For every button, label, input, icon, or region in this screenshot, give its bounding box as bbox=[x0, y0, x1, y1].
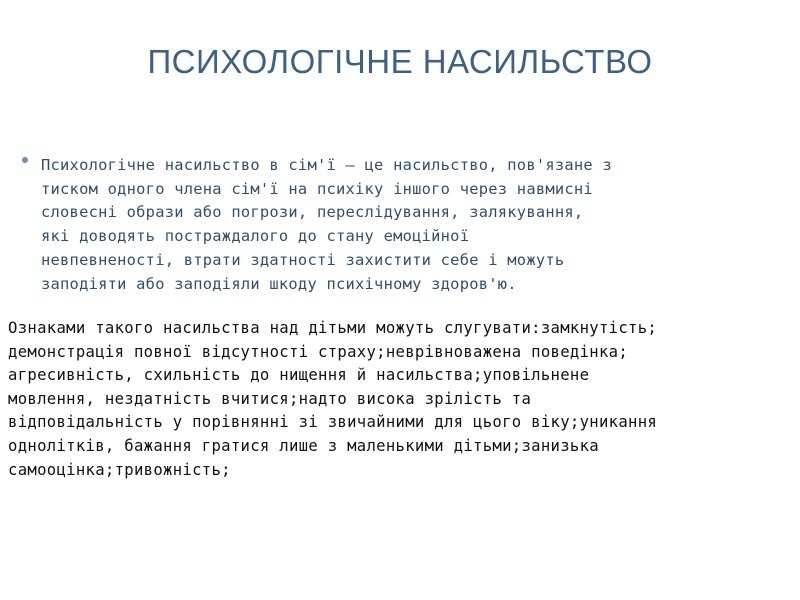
slide-title: ПСИХОЛОГІЧНЕ НАСИЛЬСТВО bbox=[147, 43, 653, 80]
bullet-text: Психологічне насильство в сім'ї — це насильство, пов'язане з тиском одного члена сім'ї на психіку іншого через навмисні словесні образи або погрози, переслідування, залякування, які доводять постраждалого до стану емоційної невпевненості, втрати здатності захистити себе і можуть заподіяти або заподіяли шкоду психічному здоров'ю. bbox=[41, 156, 612, 293]
bullet-dot-icon bbox=[22, 157, 28, 163]
signs-paragraph: Ознаками такого насильства над дітьми можуть слугувати:замкнутість; демонстрація повної відсутності страху;неврівноважена поведінка; агресивність, схильність до нищення й насильства;уповільнене мовлення, нездатність вчитися;надто висока зрілість та відповідальність у порівнянні зі звичайними для цього віку;уникання однолітків, бажання гратися лише з маленькими дітьми;занизька самооцінка;тривожність; bbox=[8, 319, 658, 479]
